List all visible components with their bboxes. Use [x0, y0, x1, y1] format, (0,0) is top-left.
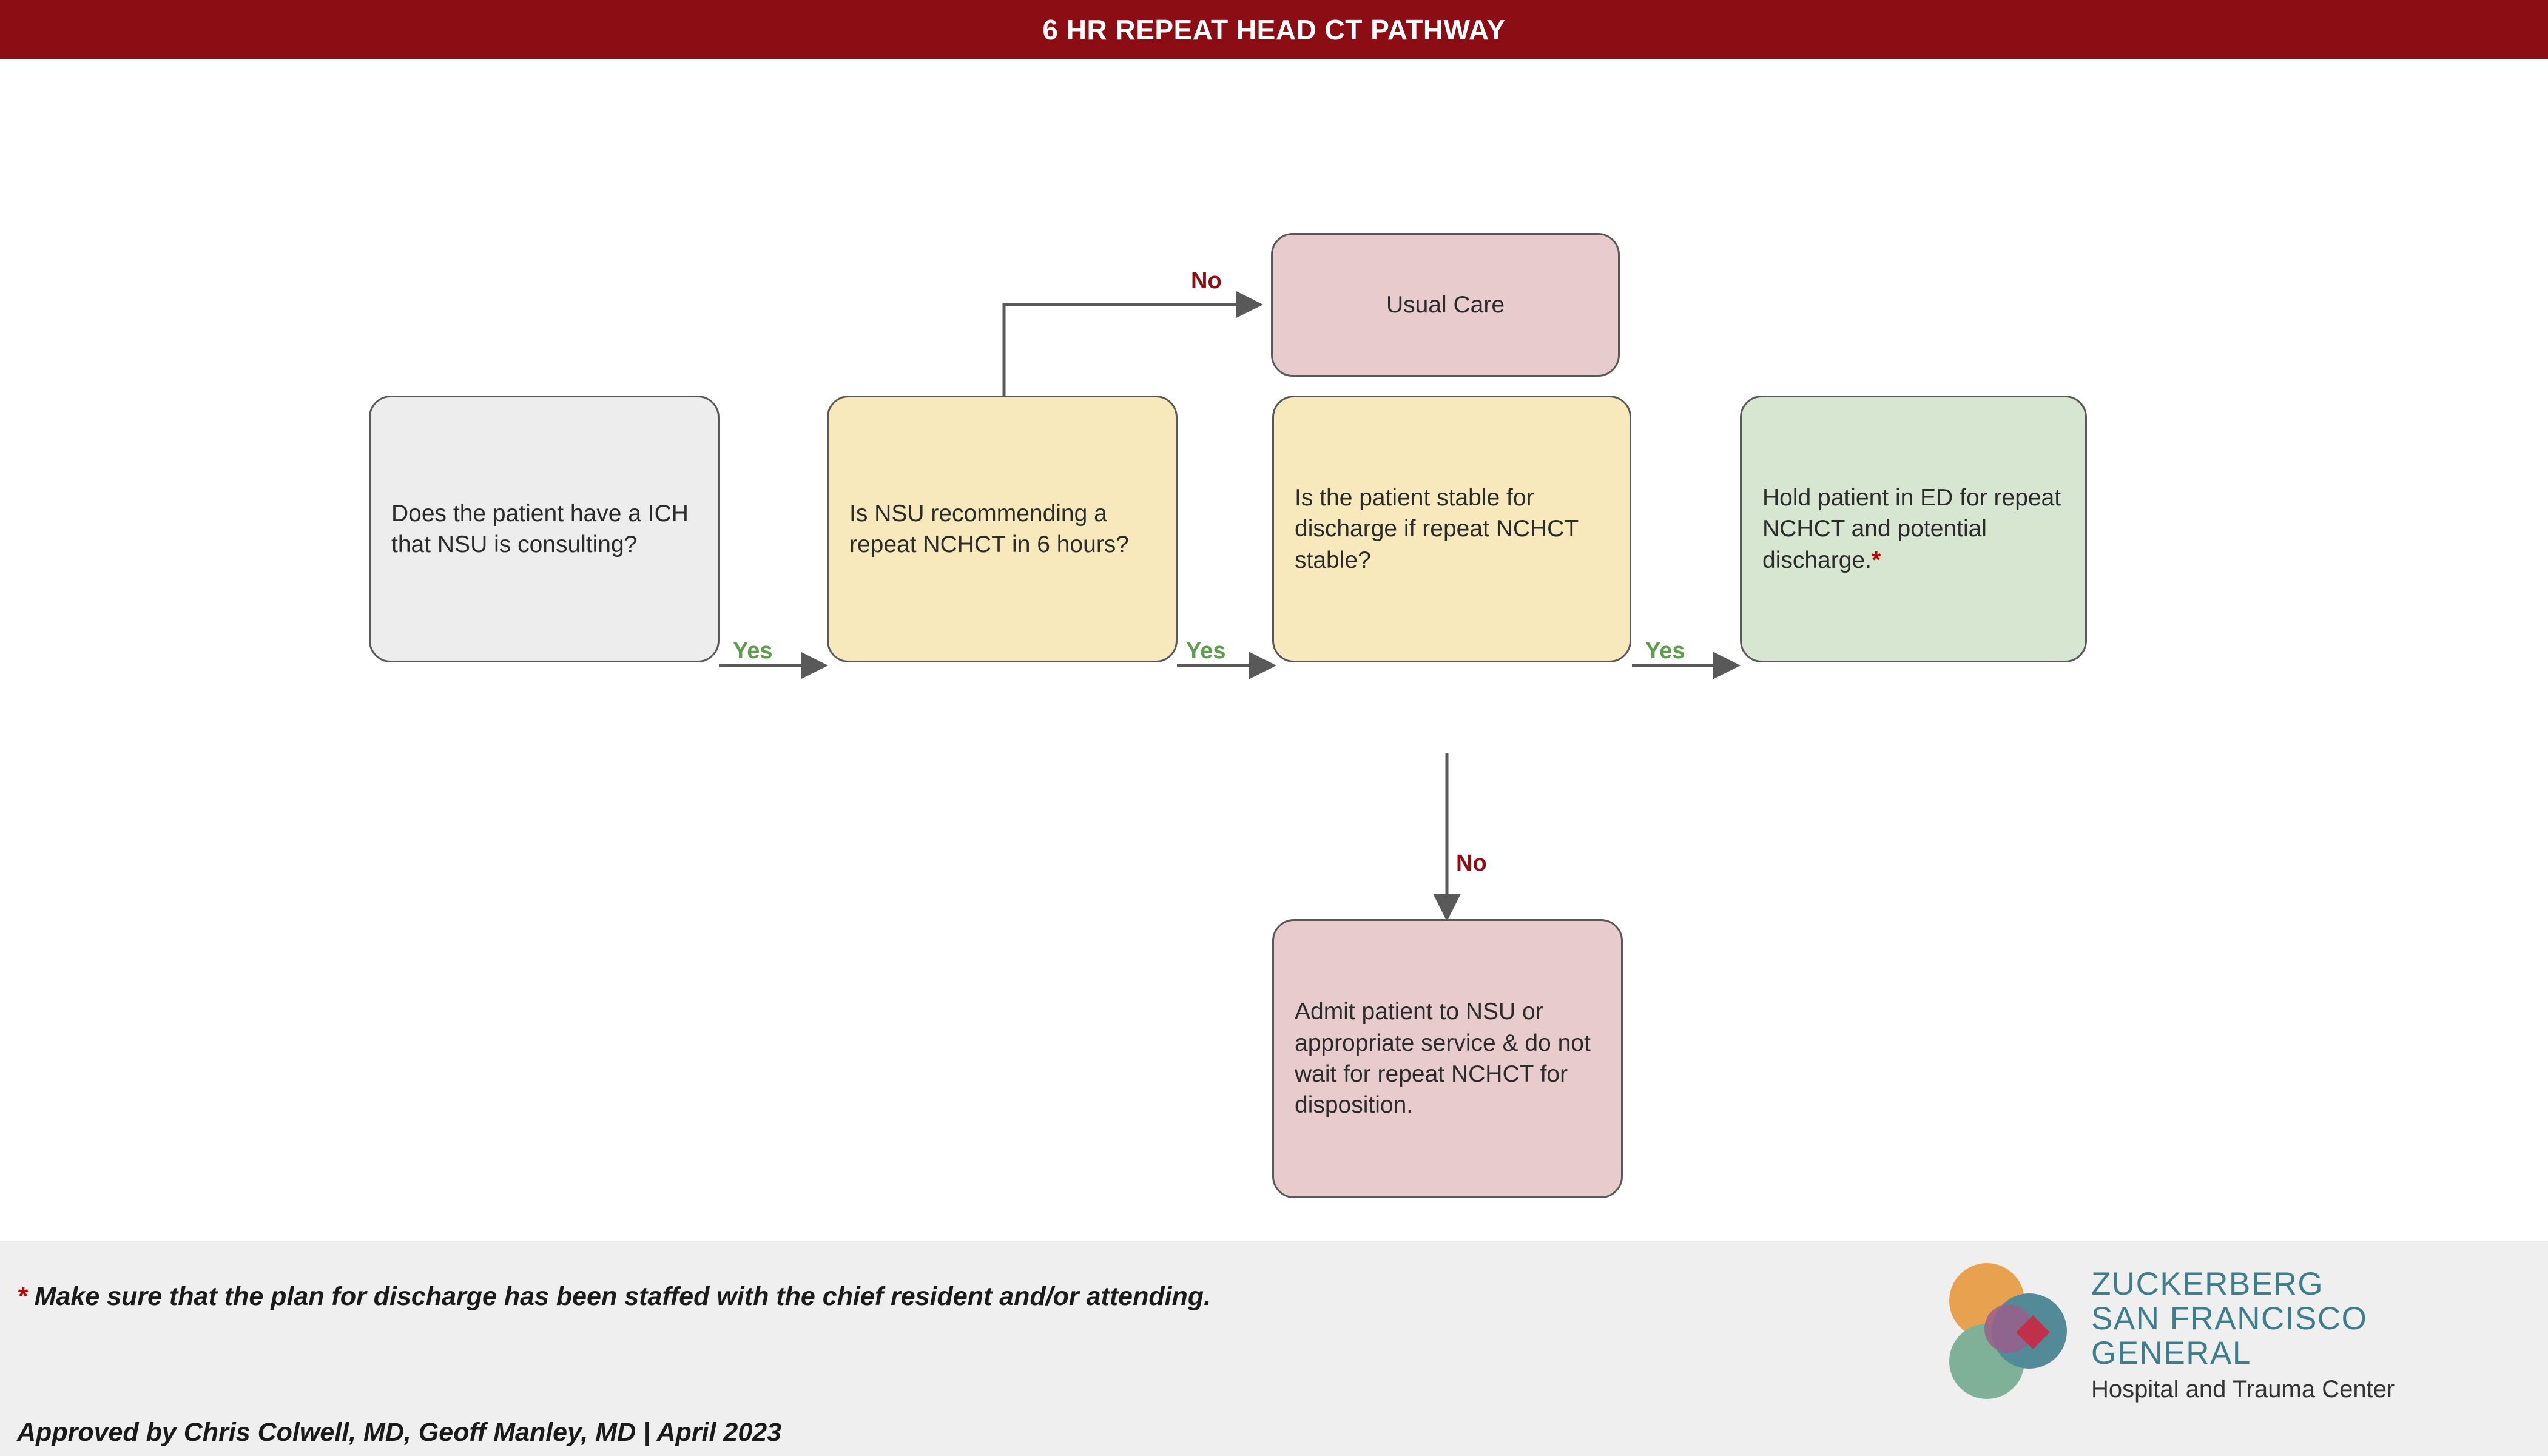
node-admit-to-nsu-label: Admit patient to NSU or appropriate service & do not wait for repeat NCHCT for disposition.	[1295, 999, 1591, 1119]
flowchart-canvas	[0, 59, 2548, 1241]
node-nsu-recommending-repeat[interactable]	[827, 396, 1178, 662]
footer-note-star: *	[17, 1282, 27, 1311]
venn-circles-logo-icon	[1931, 1257, 2083, 1409]
node-hold-in-ed[interactable]	[1740, 396, 2087, 662]
footer-note-text: Make sure that the plan for discharge has been staffed with the chief resident and/or attending.	[27, 1282, 1212, 1311]
logo-line-sfgeneral: SAN FRANCISCO GENERAL	[2091, 1301, 2368, 1372]
edge-label-yes-3: Yes	[1645, 638, 1685, 664]
page-title: 6 HR REPEAT HEAD CT PATHWAY	[1042, 13, 1506, 46]
node-ich-nsu-consulting-label: Does the patient have a ICH that NSU is consulting?	[391, 500, 689, 558]
edge-label-no-2: No	[1456, 851, 1487, 876]
asterisk-marker: *	[1871, 547, 1881, 573]
node-patient-stable-discharge[interactable]	[1272, 396, 1631, 662]
footer-approved-by: Approved by Chris Colwell, MD, Geoff Manley, MD | April 2023	[17, 1418, 782, 1447]
edge-label-no-1: No	[1191, 268, 1222, 294]
node-usual-care[interactable]	[1271, 233, 1620, 377]
logo-line-hospital: Hospital and Trauma Center	[2091, 1375, 2395, 1403]
header-bar	[0, 0, 2548, 59]
logo-line-zuckerberg: ZUCKERBERG	[2091, 1266, 2324, 1302]
node-patient-stable-discharge-label: Is the patient stable for discharge if repeat NCHCT stable?	[1295, 484, 1579, 573]
footer-note	[17, 1282, 1211, 1312]
organization-logo	[1926, 1244, 2533, 1432]
edge-label-yes-2: Yes	[1186, 638, 1226, 664]
node-hold-in-ed-label: Hold patient in ED for repeat NCHCT and potential discharge.*	[1762, 484, 2061, 573]
logo-wordmark	[2091, 1267, 2528, 1403]
edge-label-yes-1: Yes	[733, 638, 773, 664]
node-usual-care-label: Usual Care	[1386, 291, 1505, 318]
node-admit-to-nsu[interactable]	[1272, 919, 1623, 1198]
node-ich-nsu-consulting[interactable]	[369, 396, 720, 662]
node-nsu-recommending-repeat-label: Is NSU recommending a repeat NCHCT in 6 hours?	[849, 500, 1129, 558]
